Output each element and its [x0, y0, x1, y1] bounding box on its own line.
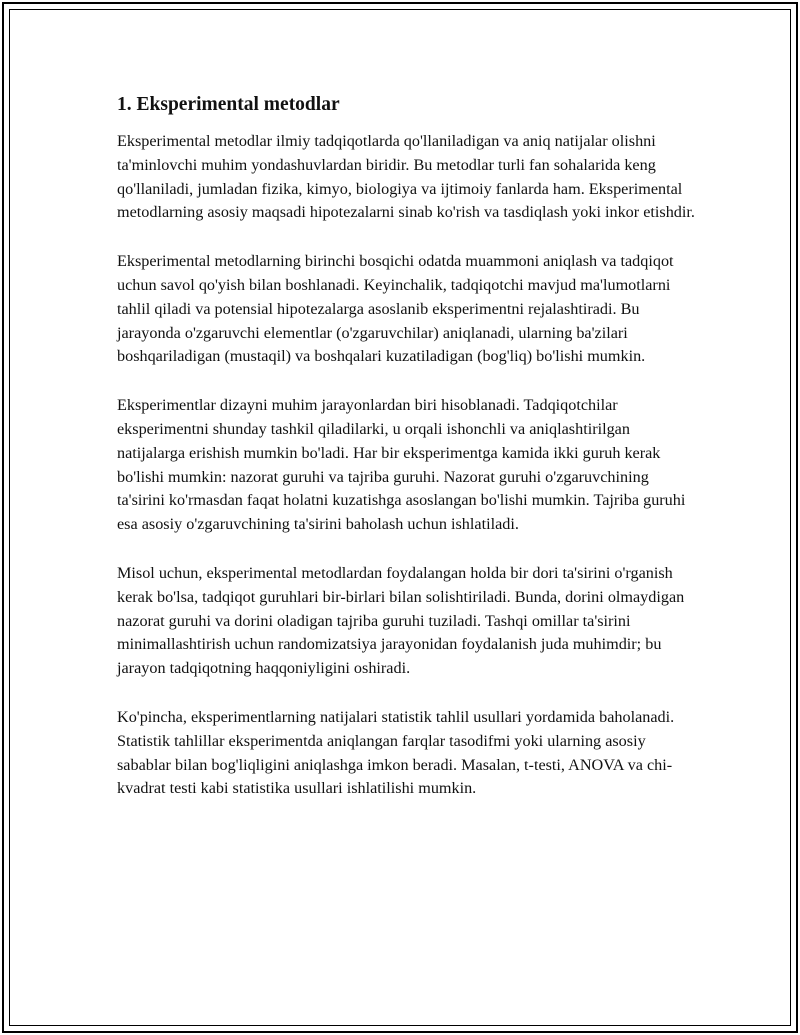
- paragraph-2: Eksperimental metodlarning birinchi bosqichi odatda muammoni aniqlash va tadqiqot uchun savol qo'yish bilan boshlanadi. Keyinchalik, tadqiqotchi mavjud ma'lumotlarni tahlil qiladi va potensial hipotezalarga asoslanib eksperimentni rejalashtiradi. Bu jarayonda o'zgaruvchi elementlar (o'zgaruvchilar) aniqlanadi, ularning ba'zilari boshqariladigan (mustaqil) va boshqalari kuzatiladigan (bog'liq) bo'lishi mumkin.: [117, 252, 674, 366]
- paragraph-5: Ko'pincha, eksperimentlarning natijalari statistik tahlil usullari yordamida baholanadi. Statistik tahlillar eksperimentda aniqlangan farqlar tasodifmi yoki ularning asosiy sabablar bilan bog'liqligini aniqlashga imkon beradi. Masalan, t-testi, ANOVA va chi-kvadrat testi kabi statistika usullari ishlatilishi mumkin.: [117, 707, 675, 798]
- paragraph-3: Eksperimentlar dizayni muhim jarayonlardan biri hisoblanadi. Tadqiqotchilar eksperimentni shunday tashkil qiladilarki, u orqali ishonchli va aniqlashtirilgan natijalarga erishish mumkin bo'ladi. Har bir eksperimentga kamida ikki guruh kerak bo'lishi mumkin: nazorat guruhi va tajriba guruhi. Nazorat guruhi o'zgaruvchining ta'sirini ko'rmasdan faqat holatni kuzatishga asoslangan bo'lishi mumkin. Tajriba guruhi esa asosiy o'zgaruvchining ta'sirini baholash uchun ishlatiladi.: [117, 396, 686, 534]
- paragraph-1: Eksperimental metodlar ilmiy tadqiqotlarda qo'llaniladigan va aniq natijalar olishni ta'minlovchi muhim yondashuvlardan biridir. Bu metodlar turli fan sohalarida keng qo'llaniladi, jumladan fizika, kimyo, biologiya va ijtimoiy fanlarda ham. Eksperimental metodlarning asosiy maqsadi hipotezalarni sinab ko'rish va tasdiqlash yoki inkor etishdir.: [117, 132, 695, 222]
- document-body: [117, 92, 697, 826]
- section-title: 1. Eksperimental metodlar: [117, 94, 340, 115]
- paragraph-4: Misol uchun, eksperimental metodlardan foydalangan holda bir dori ta'sirini o'rganish kerak bo'lsa, tadqiqot guruhlari bir-birlari bilan solishtiriladi. Bunda, dorini olmaydigan nazorat guruhi va dorini oladigan tajriba guruhi tuziladi. Tashqi omillar ta'sirini minimallashtirish uchun randomizatsiya jarayonidan foydalanish juda muhimdir; bu jarayon tadqiqotning haqqoniyligini oshiradi.: [117, 563, 685, 678]
